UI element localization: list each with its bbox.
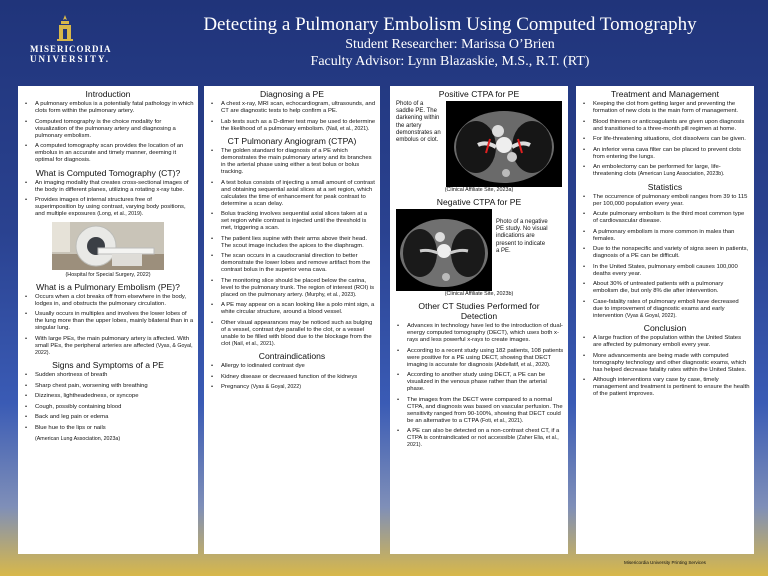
contraindications-list [204, 363, 380, 391]
list-item: • Cough, possibly containing blood [25, 404, 194, 411]
negative-ctpa-caption: (Clinical Affiliate Site, 2023b) [444, 291, 514, 297]
list-item: • Case-fatality rates of pulmonary emboli have decreased due to improvement of diagnostic exams and early intervention (Vyas & Goyal, 2022). [583, 299, 750, 320]
ct-list [18, 180, 198, 219]
list-item: • Occurs when a clot breaks off from elsewhere in the body, lodges in, and obstructs the pulmonary circulation. [25, 294, 194, 308]
list-item: • Other visual appearances may be noticed such as bulging of a vessel, contrast dye parallel to the clot, or a vessel unable to be filled with blood due to the blockage from the clot (Nail, et al., 2021). [211, 320, 376, 348]
list-item: • A computed tomography scan provides the location of an embolus in an accurate and timely manner, deeming it optimal for diagnosis. [25, 143, 194, 164]
symptoms-list [18, 372, 198, 432]
list-item: • Kidney disease or decreased function of the kidneys [211, 374, 376, 381]
crest-icon [55, 14, 75, 42]
list-item: • Allergy to iodinated contrast dye [211, 363, 376, 370]
list-item: • More advancements are being made with computed tomography technology and other diagnostic exams, which has helped decrease fatality rates within the United States. [583, 353, 750, 374]
list-item: • The scan occurs in a caudocranial direction to better demonstrate the lower lobes and remove artifact from the contrast bolus in the superior vena cava. [211, 253, 376, 274]
list-item: • Bolus tracking involves sequential axial slices taken at a set region while contrast is injected until the threshold is met, triggering a scan. [211, 211, 376, 232]
contraindications-heading: Contraindications [258, 351, 326, 361]
conclusion-heading: Conclusion [643, 323, 687, 333]
list-item: • Blue hue to the lips or nails [25, 425, 194, 432]
list-item: • A test bolus consists of injecting a small amount of contrast and obtaining sequential axial slices at a set region, which calculates the time of enhancement for peak contrast to determine a scan delay. [211, 180, 376, 208]
student-researcher: Student Researcher: Marissa O’Brien [345, 37, 555, 52]
ctpa-list [204, 148, 380, 348]
poster-header [0, 0, 768, 80]
list-item: • According to another study using DECT, a PE can be visualized in the venous phase rather than the arterial phase. [397, 372, 564, 393]
list-item: • According to a recent study using 182 patients, 108 patients were positive for a PE using DECT, showing that DECT imaging is accurate for diagnosis (Abdellatif, et al., 2020). [397, 348, 564, 369]
column-4 [576, 86, 754, 554]
list-item: • The occurrence of pulmonary emboli ranges from 39 to 115 per 100,000 population every year. [583, 194, 750, 208]
university-logo [30, 14, 112, 74]
list-item: • About 30% of untreated patients with a pulmonary embolism die, but only 8% die after intervention. [583, 281, 750, 295]
treatment-heading: Treatment and Management [610, 89, 720, 99]
ct-scanner-image [52, 222, 164, 270]
column-1 [18, 86, 198, 554]
negative-ctpa-description: Photo of a negative PE study. No visual indications are present to indicate a PE. [496, 219, 548, 254]
list-item: • Due to the nonspecific and variety of signs seen in patients, diagnosis of a PE can be difficult. [583, 246, 750, 260]
diagnosing-list [204, 101, 380, 133]
pe-list [18, 294, 198, 357]
statistics-heading: Statistics [647, 181, 683, 192]
list-item: • Sudden shortness of breath [25, 372, 194, 379]
ctpa-heading: CT Pulmonary Angiogram (CTPA) [227, 136, 357, 146]
logo-name: MISERICORDIA [30, 44, 112, 54]
list-item: • A PE may appear on a scan looking like a polo mint sign, a white circular structure, around a blood vessel. [211, 302, 376, 316]
list-item: • The monitoring slice should be placed below the carina, level to the pulmonary trunk. The region of interest (ROI) is placed on the pulmonary artery. (Murphy, et al., 2023). [211, 278, 376, 299]
introduction-list [18, 101, 198, 164]
statistics-list [576, 194, 754, 320]
list-item: • Blood thinners or anticoagulants are given upon diagnosis and transitioned to a three-month pill regimen at home. [583, 119, 750, 133]
title-block [150, 14, 750, 70]
list-item: • The golden standard for diagnosis of a PE which demonstrates the main pulmonary artery and its branches in the arterial phase using either a test bolus or bolus tracking. [211, 148, 376, 176]
positive-ctpa-image [446, 101, 562, 187]
list-item: • Although interventions vary case by case, timely management and treatment is pertinent to ensure the health of the patient improves. [583, 377, 750, 398]
list-item: • A pulmonary embolism is more common in males than females. [583, 229, 750, 243]
list-item: • Sharp chest pain, worsening with breathing [25, 383, 194, 390]
ct-heading: What is Computed Tomography (CT)? [35, 167, 181, 178]
column-2 [204, 86, 380, 554]
list-item: • Lab tests such as a D-dimer test may be used to determine the likelihood of a pulmonary embolism. (Nail, et al., 2021). [211, 119, 376, 133]
list-item: • Computed tomography is the choice modality for visualization of the pulmonary artery and diagnosing a pulmonary embolism. [25, 119, 194, 140]
negative-ctpa-heading: Negative CTPA for PE [436, 197, 522, 207]
list-item: • A chest x-ray, MRI scan, echocardiogram, ultrasounds, and CT are diagnostic tests to help confirm a PE. [211, 101, 376, 115]
list-item: • Advances in technology have led to the introduction of dual-energy computed tomography (DECT), which uses both x-rays and less powerful x-rays to create images. [397, 323, 564, 344]
list-item: • Dizziness, lightheadedness, or syncope [25, 393, 194, 400]
poster-title: Detecting a Pulmonary Embolism Using Computed Tomography [203, 14, 697, 35]
treatment-list [576, 101, 754, 178]
negative-ctpa-row [390, 209, 568, 291]
list-item: • A pulmonary embolus is a potentially fatal pathology in which clots form within the pulmonary artery. [25, 101, 194, 115]
list-item: • Keeping the clot from getting larger and preventing the formation of new clots is the main form of management. [583, 101, 750, 115]
list-item: • Acute pulmonary embolism is the third most common type of cardiovascular disease. [583, 211, 750, 225]
list-item: • Usually occurs in multiples and involves the lower lobes of the lung more than the upper lobes, mainly bilateral than in a singular lung. [25, 311, 194, 332]
list-item: • An embolectomy can be performed for large, life-threatening clots (American Lung Association, 2023b). [583, 164, 750, 178]
diagnosing-heading: Diagnosing a PE [259, 89, 325, 99]
positive-ctpa-heading: Positive CTPA for PE [438, 89, 520, 99]
column-3 [390, 86, 568, 554]
introduction-heading: Introduction [85, 89, 131, 99]
positive-ctpa-caption: (Clinical Affiliate Site, 2023a) [444, 187, 514, 193]
negative-ctpa-image [396, 209, 492, 291]
other-ct-list [390, 323, 568, 449]
logo-subname: UNIVERSITY. [30, 54, 110, 64]
list-item: • For life-threatening situations, clot dissolvers can be given. [583, 136, 750, 143]
other-ct-heading: Other CT Studies Performed for Detection [418, 301, 540, 321]
list-item: • Provides images of internal structures free of superimposition by using contrast, varying body positions, and multiple exposures (Long, et al., 2019). [25, 197, 194, 218]
positive-ctpa-description: Photo of a saddle PE. The darkening within the artery demonstrates an embolus or clot. [396, 101, 441, 144]
conclusion-list [576, 335, 754, 398]
pe-heading: What is a Pulmonary Embolism (PE)? [36, 281, 180, 292]
faculty-advisor: Faculty Advisor: Lynn Blazaskie, M.S., R.T. (RT) [310, 54, 590, 69]
list-item: • In the United States, pulmonary emboli causes 100,000 deaths every year. [583, 264, 750, 278]
symptoms-heading: Signs and Symptoms of a PE [52, 360, 164, 370]
list-item: • A large fraction of the population within the United States are affected by pulmonary emboli every year. [583, 335, 750, 349]
list-item: • Pregnancy (Vyas & Goyal, 2022) [211, 384, 376, 391]
list-item: • With large PEs, the main pulmonary artery is affected. With small PEs, the peripheral arteries are affected (Vyas, & Goyal, 2022). [25, 336, 194, 357]
ct-image-caption: (Hospital for Special Surgery, 2022) [65, 271, 151, 278]
list-item: • An inferior vena cava filter can be placed to prevent clots from entering the lungs. [583, 147, 750, 161]
symptoms-citation: (American Lung Association, 2023a) [35, 435, 121, 442]
positive-ctpa-row [390, 101, 568, 187]
printing-credit: Misericordia University Printing Services [624, 560, 706, 565]
list-item: • Back and leg pain or edema [25, 414, 194, 421]
list-item: • A PE can also be detected on a non-contrast chest CT, if a CTPA is contraindicated or not accessible (Zaher Elia, et al., 2021). [397, 428, 564, 449]
list-item: • An imaging modality that creates cross-sectional images of the body in different planes, utilizing a rotating x-ray tube. [25, 180, 194, 194]
list-item: • The images from the DECT were compared to a normal CTPA, and diagnosis was based on vascular perfusion. The sensitivity ranged from 90-100%, showing that DECT could be an alternative to a CTPA (Foti, et al., 2021). [397, 397, 564, 425]
list-item: • The patient lies supine with their arms above their head. The scout image includes the apices to the diaphragm. [211, 236, 376, 250]
